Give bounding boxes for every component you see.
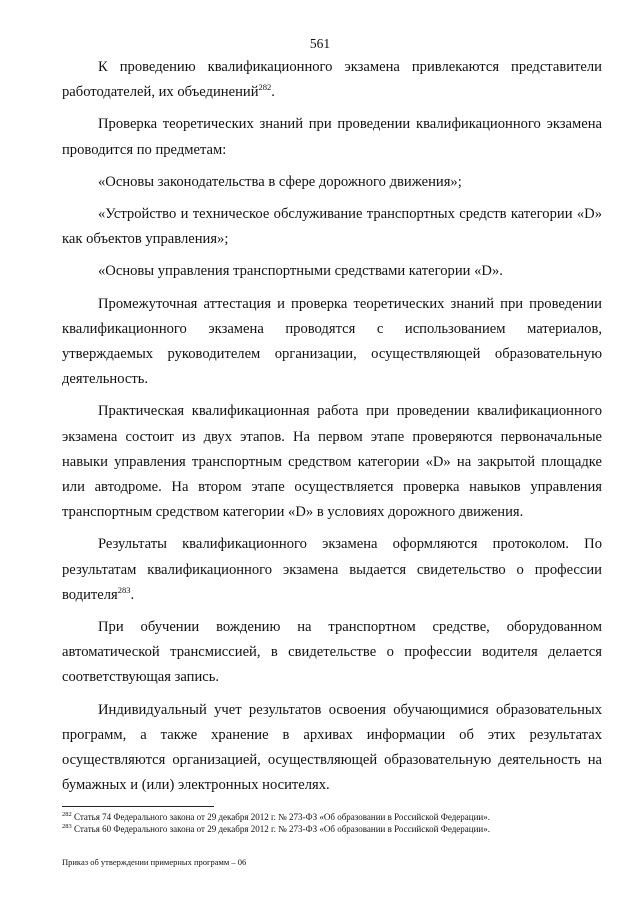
paragraph-exam-results: Результаты квалификационного экзамена оформляются протоколом. По результатам квалификационного экзамена выдается свидетельство о профессии водителя$^{283}$. [62,536,602,603]
paragraph-automatic-transmission: При обучении вождению на транспортном средстве, оборудованном автоматической трансмиссией, в свидетельстве о профессии водителя делается соответствующая запись. [62,619,602,686]
footnote-282: $^{282}$ Статья 74 Федерального закона от 29 декабря 2012 г. № 273-ФЗ «Об образовании в Российской Федерации». [62,811,490,822]
footnote-ref-283: 283 [117,585,131,595]
footnote-ref-282: 282 [258,82,272,93]
page-footer: Приказ об утверждении примерных программ – 06 [62,857,247,867]
paragraph-intermediate-attestation: Промежуточная аттестация и проверка теоретических знаний при проведении квалификационного экзамена проводятся с использованием материалов, утверждаемых руководителем организации, осуществляющей образовательную деятельность. [62,295,602,388]
footnote-divider [62,806,214,807]
footnote-283: $^{283}$ Статья 60 Федерального закона от 29 декабря 2012 г. № 273-ФЗ «Об образовании в Российской Федерации». [62,823,490,834]
paragraph-theory-check: Проверка теоретических знаний при проведении квалификационного экзамена проводится по предметам: [62,116,602,158]
subject-item-vehicle-device: «Устройство и техническое обслуживание транспортных средств категории «D» как объектов управления»; [62,206,602,248]
subject-item-legislation: «Основы законодательства в сфере дорожного движения»; [98,173,462,190]
paragraph-individual-records: Индивидуальный учет результатов освоения обучающимися образовательных программ, а также хранение в архивах информации об этих результатах осуществляются организацией, осуществляющей образовательную деятельность на бумажных и (или) электронных носителях. [62,701,602,794]
paragraph-examiners: К проведению квалификационного экзамена привлекаются представители работодателей, их объединений$^{282}$. [62,59,602,101]
paragraph-practical-work: Практическая квалификационная работа при проведении квалификационного экзамена состоит из двух этапов. На первом этапе проверяются первоначальные навыки управления транспортным средством категории «D» на закрытой площадке или автодроме. На втором этапе осуществляется проверка навыков управления транспортным средством категории «D» в условиях дорожного движения. [62,403,602,521]
page-number: 561 [309,36,331,51]
subject-item-vehicle-control: «Основы управления транспортными средствами категории «D». [98,263,503,280]
document-body [62,55,602,798]
